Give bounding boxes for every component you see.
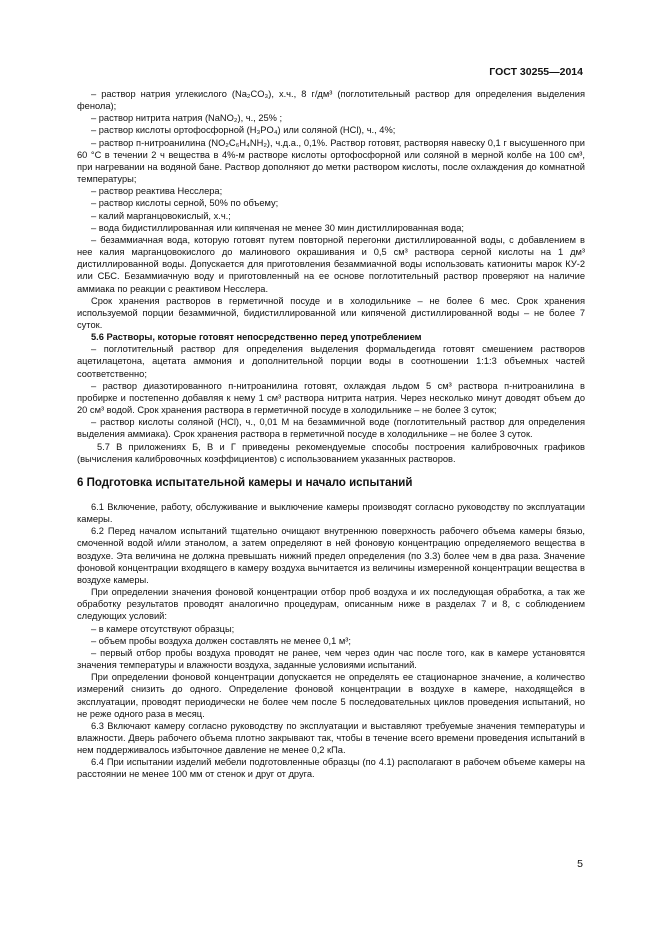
list-item: – раствор кислоты серной, 50% по объему; [91,198,279,209]
page-number: 5 [577,858,583,870]
page-body [77,88,585,781]
list-item: – раствор кислоты соляной (HCl), ч., 0,01 М на безаммичной воде (поглотительный раствор для определения выделения аммиака). Срок хранения раствора в герметичной посуде в холодильнике – не более 3 суток. [77,417,585,440]
paragraph: 6.3 Включают камеру согласно руководству по эксплуатации и выставляют требуемые значения температуры и влажности. Дверь рабочего объема плотно закрывают так, чтобы в течение всего времени проведения испытаний в нем поддерживалось избыточное давление не менее 0,2 кПа. [77,720,585,756]
paragraph: 6.1 Включение, работу, обслуживание и выключение камеры производят согласно руководству по эксплуатации камеры. [77,502,585,525]
list-item: – раствор п-нитроанилина (NO₂C₆H₄NH₂), ч.д.а., 0,1%. Раствор готовят, растворяя навеску 0,1 г высушенного при 60 °С в течении 2 ч вещества в 4%-м растворе кислоты ортофосфорной или соляной в мерной колбе на 100 см³, при нагревании на водяной бане. Раствор дополняют до метки раствором кислоты, после охлаждения до комнатной температуры; [77,137,585,185]
list-item: – первый отбор пробы воздуха проводят не ранее, чем через один час после того, как в камере установятся значения температуры и влажности воздуха, заданные условиями испытаний. [77,647,585,671]
list-item: – объем пробы воздуха должен составлять не менее 0,1 м³; [91,635,351,646]
subsection-heading: 5.6 Растворы, которые готовят непосредственно перед употреблением [91,332,422,343]
paragraph: 6.2 Перед началом испытаний тщательно очищают внутреннюю поверхность рабочего объема камеры бязью, смоченной водой и/или этанолом, а затем определяют в ней фоновую концентрацию определяемого вещества в воздухе. Эта величина не должна превышать нижний предел определения (по 3.3) более чем в два раза. Значение фоновой концентрации входящего в камеру воздуха вычитается из величины измеренной концентрации вещества в воздухе камеры. [77,526,585,585]
paragraph: При определении значения фоновой концентрации отбор проб воздуха и их последующая обработка, а так же обработку результатов проводят аналогично процедурам, описанным ниже в разделах 7 и 8, с соблюдением следующих условий: [77,587,585,622]
list-item: – раствор реактива Несслера; [91,186,223,197]
paragraph: 5.7 В приложениях Б, В и Г приведены рекомендуемые способы построения калибровочных графиков (вычисления калибровочных коэффициентов) с использованием указанных растворов. [77,441,585,464]
standard-header: ГОСТ 30255—2014 [489,66,583,78]
list-item: – калий марганцовокислый, х.ч.; [91,210,231,221]
list-item: – в камере отсутствуют образцы; [91,623,235,634]
list-item: – вода бидистиллированная или кипяченая не менее 30 мин дистиллированная вода; [91,222,464,233]
paragraph: 6.4 При испытании изделий мебели подготовленные образцы (по 4.1) располагают в рабочем объеме камеры на расстоянии не менее 100 мм от стенок и друг от друга. [77,757,585,780]
list-item: – раствор нитрита натрия (NaNO₂), ч., 25% ; [91,113,283,124]
list-item: – раствор кислоты ортофосфорной (H₃PO₄) или соляной (HCl), ч., 4%; [91,125,396,136]
list-item: – раствор натрия углекислого (Na₂CO₃), х.ч., 8 г/дм³ (поглотительный раствор для определения выделения фенола); [77,89,585,112]
list-item: – безаммиачная вода, которую готовят путем повторной перегонки дистиллированной воды, с добавлением в нее калия марганцовокислого до малинового окрашивания и 0,5 см³ раствора серной кислоты на 1 дм³ дистиллированной воды. Допускается для приготовления безаммиачной воды использовать катиониты марок КУ-2 или СБС. Безаммиачную воду и приготовленный на ее основе поглотительный раствор проверяют на наличие аммиака по реакции с реактивом Несслера. [77,234,585,294]
section-heading: 6 Подготовка испытательной камеры и начало испытаний [77,476,413,489]
list-item: – раствор диазотированного п-нитроанилина готовят, охлаждая льдом 5 см³ раствора п-нитроанилина в пробирке и постепенно добавляя к нему 1 см³ раствора нитрита натрия. Через несколько минут доводят объем до 20 см³ водой. Срок хранения раствора в герметичной посуде в холодильнике – не более 3 суток; [77,380,585,416]
paragraph: При определении фоновой концентрации допускается не определять ее стационарное значение, а количество измерений снизить до одного. Определение фоновой концентрации в воздухе в камере, находящейся в эксплуатации, проводят периодически не более чем после 5 последовательных циклов проведения испытаний, но не реже одного раза в месяц. [77,672,585,719]
list-item: – поглотительный раствор для определения выделения формальдегида готовят смешением растворов ацетилацетона, ацетата аммония и дополнительной порции воды в соотношении 1:1:3 объемных частей соответственно; [77,344,585,379]
paragraph: Срок хранения растворов в герметичной посуде и в холодильнике – не более 6 мес. Срок хранения используемой порции безаммичной, бидистиллированной или кипяченой дистиллированной воды – не более 7 суток. [77,295,585,330]
